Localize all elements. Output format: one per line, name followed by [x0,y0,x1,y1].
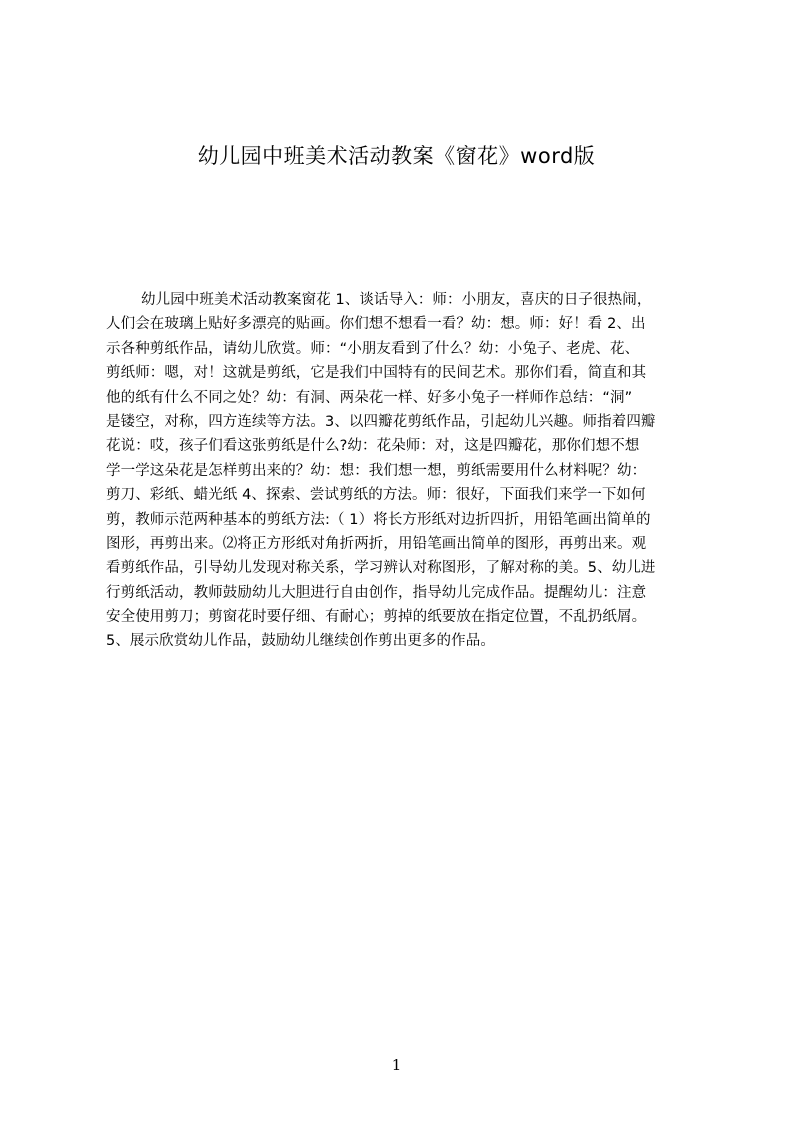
body-line: 5、展示欣赏幼儿作品，鼓励幼儿继续创作剪出更多的作品。 [106,633,495,650]
body-line: 剪刀、彩纸、蜡光纸 4、探索、尝试剪纸的方法。师：很好，下面我们来学一下如何 [106,487,646,504]
body-line: 示各种剪纸作品，请幼儿欣赏。师：“小朋友看到了什么？幼：小兔子、老虎、花、 [106,340,640,357]
body-line: 人们会在玻璃上贴好多漂亮的贴画。你们想不想看一看？幼：想。师：好！看 2、出 [106,316,646,333]
body-line: 他的纸有什么不同之处？幼：有洞、两朵花一样、好多小兔子一样师作总结：“洞” [106,389,633,406]
body-text [106,288,698,708]
document-title: 幼儿园中班美术活动教案《窗花》word版 [197,144,596,168]
body-line: 安全使用剪刀；剪窗花时要仔细、有耐心；剪掉的纸要放在指定位置，不乱扔纸屑。 [106,609,647,626]
body-line: 图形，再剪出来。⑵将正方形纸对角折两折，用铅笔画出简单的图形，再剪出来。观 [106,535,647,552]
body-line: 是镂空，对称，四方连续等方法。3、以四瓣花剪纸作品，引起幼儿兴趣。师指着四瓣 [106,413,656,430]
body-line: 学一学这朵花是怎样剪出来的？幼：想：我们想一想，剪纸需要用什么材料呢？幼： [106,462,647,479]
body-line: 剪纸师：嗯，对！这就是剪纸，它是我们中国特有的民间艺术。那你们看，简直和其 [106,365,647,382]
body-line: 剪，教师示范两种基本的剪纸方法:（ 1）将长方形纸对边折四折，用铅笔画出简单的 [106,511,651,528]
body-line: 幼儿园中班美术活动教案窗花 1、谈话导入：师：小朋友，喜庆的日子很热闹， [141,292,652,308]
body-line: 花说：哎，孩子们看这张剪纸是什么?幼：花朵师：对，这是四瓣花，那你们想不想 [106,438,640,455]
body-line: 看剪纸作品，引导幼儿发现对称关系，学习辨认对称图形，了解对称的美。5、幼儿进 [106,560,656,577]
page-number: 1 [391,1056,402,1074]
body-line: 行剪纸活动，教师鼓励幼儿大胆进行自由创作，指导幼儿完成作品。提醒幼儿：注意 [106,584,647,601]
